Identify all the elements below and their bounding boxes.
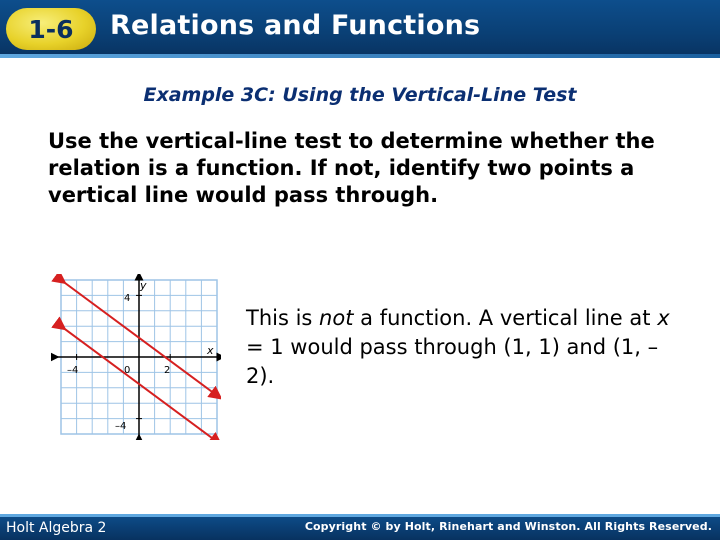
answer-variable: x [657,306,670,330]
example-heading: Example 3C: Using the Vertical-Line Test [143,84,577,106]
lesson-number-badge: 1-6 [6,8,96,50]
lesson-title: Relations and Functions [110,10,481,41]
y-tick-neg4: –4 [115,421,127,432]
y-tick-4: 4 [124,293,131,304]
answer-part-3: = 1 would pass through (1, 1) and (1, –2). [246,335,659,388]
x-tick-0: 0 [124,365,131,376]
footer-book-title: Holt Algebra 2 [6,520,107,536]
x-tick-neg4: –4 [67,365,79,376]
footer-bar [0,514,720,540]
answer-part-1: This is [246,306,320,330]
answer-part-2: a function. A vertical line at [353,306,658,330]
x-tick-2: 2 [164,365,171,376]
title-bar [0,0,720,58]
coordinate-graph [51,274,221,440]
answer-text [246,304,686,391]
x-axis-label: x [207,344,214,357]
answer-emphasis: not [319,306,354,330]
problem-prompt: Use the vertical-line test to determine whether the relation is a function. If not, identify two points a vertical line would pass through. [48,129,655,207]
y-axis-label: y [140,279,147,292]
footer-copyright: Copyright © by Holt, Rinehart and Winston. All Rights Reserved. [304,520,712,533]
